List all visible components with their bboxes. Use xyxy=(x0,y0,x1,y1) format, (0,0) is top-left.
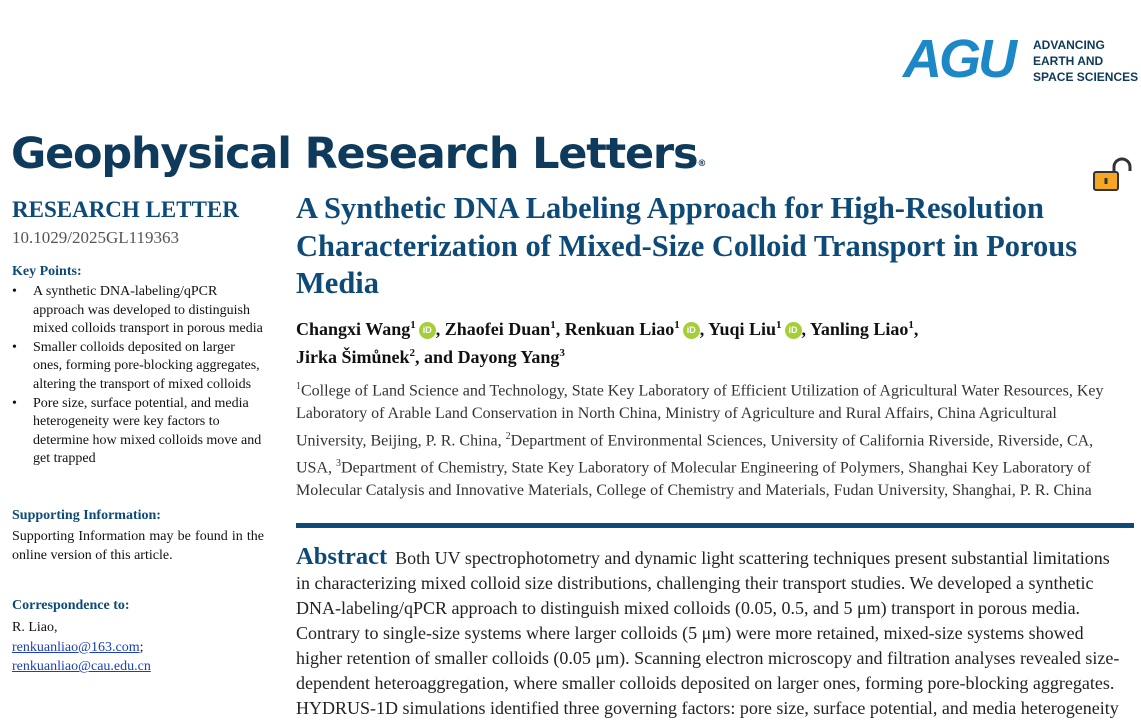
author-affiliation-mark: 1 xyxy=(776,319,782,331)
affiliation-number: 1 xyxy=(296,381,301,392)
orcid-icon[interactable]: iD xyxy=(683,322,700,339)
email-link[interactable]: renkuanliao@163.com xyxy=(12,639,140,655)
agu-logo-letters: AGU xyxy=(903,29,1014,89)
journal-name: Geophysical Research Letters xyxy=(11,129,698,179)
abstract-text: Both UV spectrophotometry and dynamic light scattering techniques present substantial limitations in characterizing mixed colloid size distributions, challenging their transport studies. We developed a synthetic DNA-labeling/qPCR approach to distinguish mixed colloids (0.05, 0.5, and 5 μm) transport in porous media. Contrary to single-size systems where larger colloids (5 μm) were more retained, mixed-size systems showed higher retention of smaller colloids (0.05 μm). Scanning electron microscopy and filtration analyses revealed size-dependent heteroaggregation, where smaller colloids deposited on larger ones, forming pore-blocking aggregates. HYDRUS-1D simulations identified three governing factors: pore size, surface potential, and media heterogeneity xyxy=(296,548,1120,718)
author-separator: , xyxy=(801,319,810,339)
author-affiliation-mark: 1 xyxy=(674,319,680,331)
author-affiliation-mark: 3 xyxy=(559,347,565,359)
section-divider xyxy=(296,523,1134,528)
supporting-info-heading: Supporting Information: xyxy=(12,507,161,523)
author-name[interactable]: Changxi Wang xyxy=(296,319,411,339)
affiliation-number: 2 xyxy=(505,430,511,442)
author-name[interactable]: Jirka Šimůnek xyxy=(296,347,410,367)
author-separator: , xyxy=(699,319,709,339)
author-separator: , xyxy=(555,319,565,339)
key-points-heading: Key Points: xyxy=(12,264,82,279)
key-point: • Smaller colloids deposited on larger ones, forming pore-blocking aggregates, altering the transport of mixed colloids xyxy=(12,339,264,395)
author-affiliation-mark: 1 xyxy=(908,319,914,331)
affiliations xyxy=(296,376,1126,503)
orcid-icon[interactable]: iD xyxy=(785,322,802,339)
affiliation-text: Department of Chemistry, State Key Laboratory of Molecular Engineering of Polymers, Shanghai Key Laboratory of Molecular Catalysis and Innovative Materials, College of Chemistry and Materials, Fudan University, Shanghai, P. R. China xyxy=(296,459,1092,500)
key-point: • A synthetic DNA-labeling/qPCR approach was developed to distinguish mixed colloids transport in porous media xyxy=(12,283,264,339)
agu-tagline-line: ADVANCING xyxy=(1033,38,1105,52)
agu-logo[interactable] xyxy=(903,29,1139,89)
supporting-info-text: Supporting Information may be found in the online version of this article. xyxy=(12,528,264,563)
email-link[interactable]: renkuanliao@cau.edu.cn xyxy=(12,659,151,675)
sidebar xyxy=(12,196,264,677)
correspondence-heading: Correspondence to: xyxy=(12,598,130,614)
author-affiliation-mark: 1 xyxy=(550,319,556,331)
affiliation-text: Department of Environmental Sciences, University of California Riverside, Riverside, CA, USA, xyxy=(296,432,1094,477)
author-affiliation-mark: 2 xyxy=(409,347,416,359)
abstract xyxy=(296,544,1126,721)
author-separator: , xyxy=(435,319,445,339)
doi-link[interactable]: 10.1029/2025GL119363 xyxy=(12,228,180,247)
article-type: RESEARCH LETTER xyxy=(12,197,239,222)
orcid-icon[interactable]: iD xyxy=(419,322,436,339)
author-name[interactable]: Dayong Yang xyxy=(457,347,560,367)
author-affiliation-mark: 1 xyxy=(410,319,416,331)
registered-mark: ® xyxy=(697,159,706,169)
agu-tagline xyxy=(1033,37,1138,85)
correspondence-name: R. Liao, xyxy=(12,620,58,636)
author-name[interactable]: Yanling Liao xyxy=(809,319,909,339)
author-name[interactable]: Renkuan Liao xyxy=(564,319,675,339)
article-title: A Synthetic DNA Labeling Approach for High-Resolution Characterization of Mixed-Size Colloid Transport in Porous Media xyxy=(296,191,1078,300)
affiliation-text: College of Land Science and Technology, State Key Laboratory of Efficient Utilization of Agricultural Water Resources, Key Laboratory of Arable Land Conservation in North China, Ministry of Agriculture and Rural Affairs, China Agricultural University, Beijing, P. R. China, xyxy=(296,382,1104,450)
agu-tagline-line: SPACE SCIENCES xyxy=(1033,70,1139,84)
journal-title xyxy=(11,128,705,180)
author-list xyxy=(296,313,1136,369)
author-name[interactable]: Yuqi Liu xyxy=(708,319,777,339)
affiliation-number: 3 xyxy=(336,458,342,470)
author-separator: , xyxy=(913,319,919,339)
abstract-heading: Abstract xyxy=(296,543,388,570)
author-separator: , and xyxy=(415,347,458,367)
email-separator: ; xyxy=(139,639,144,655)
author-name[interactable]: Zhaofei Duan xyxy=(444,319,551,339)
key-point: • Pore size, surface potential, and media heterogeneity were key factors to determine how mixed colloids move and get trapped xyxy=(12,395,264,469)
open-access-lock-icon xyxy=(1092,156,1136,192)
key-points-list xyxy=(12,283,264,469)
agu-tagline-line: EARTH AND xyxy=(1033,54,1104,68)
